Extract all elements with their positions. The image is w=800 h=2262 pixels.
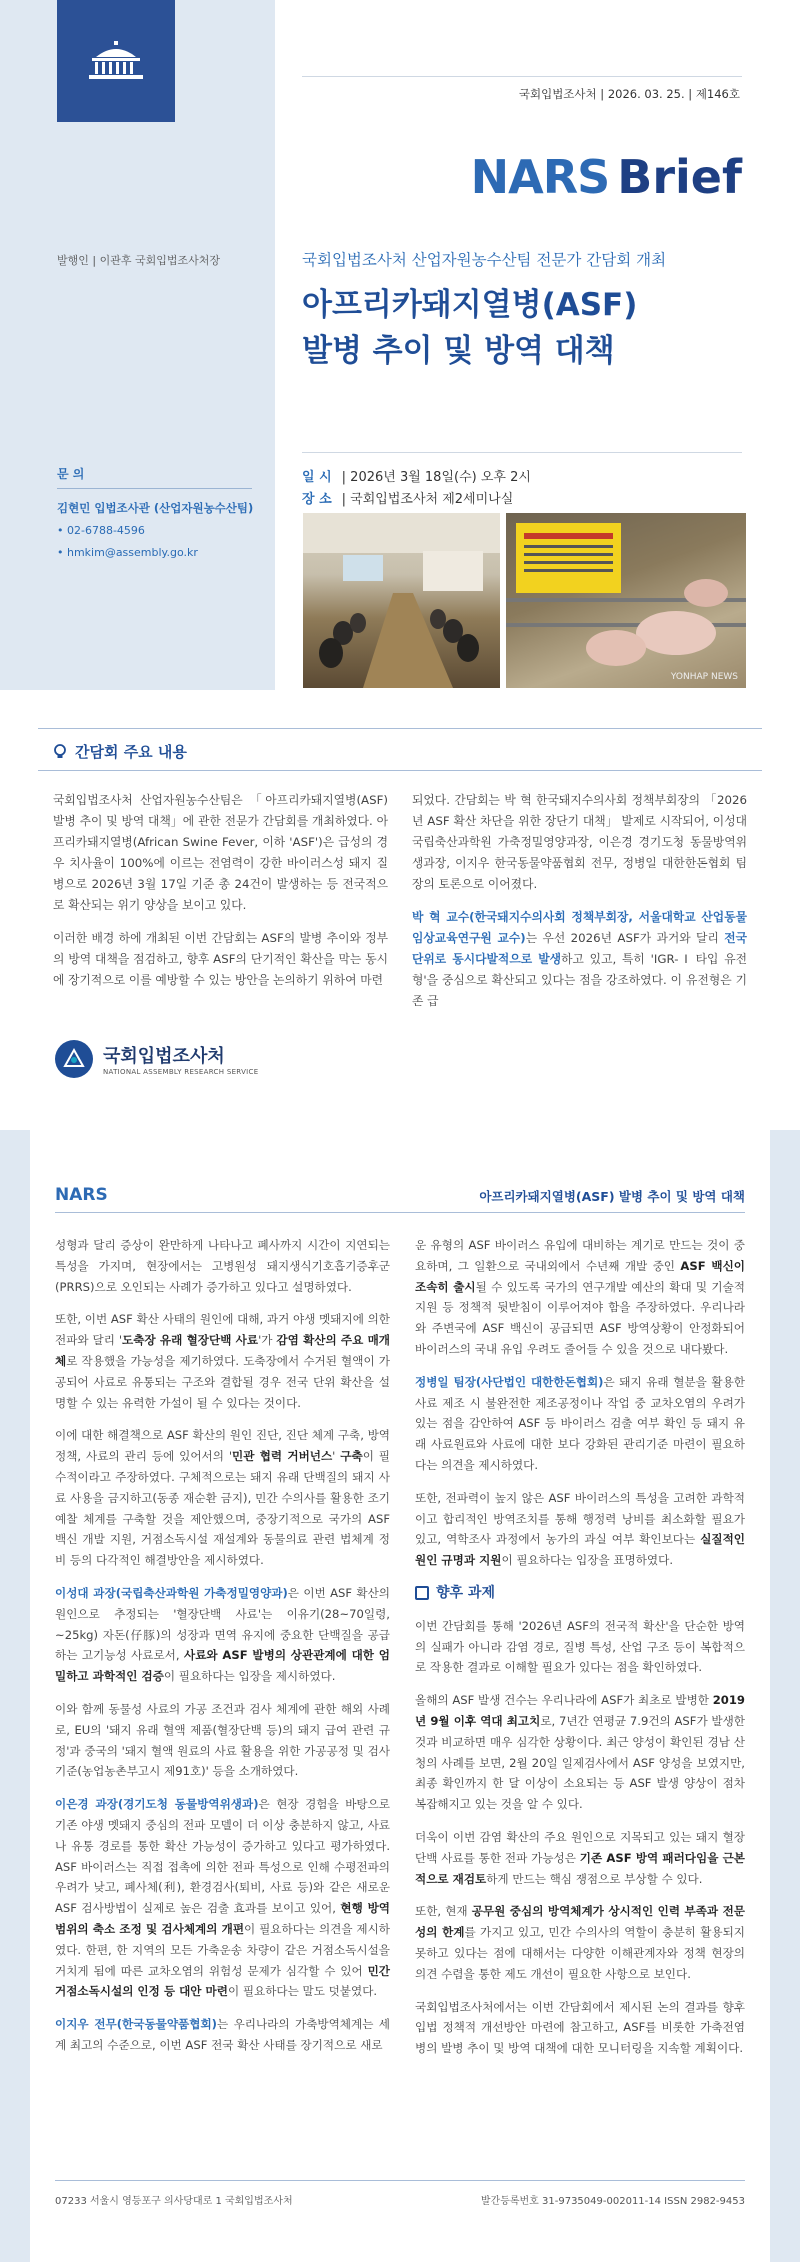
paragraph: 국회입법조사처에서는 이번 간담회에서 제시된 논의 결과를 향후 입법 정책적 개선방안 마련에 참고하고, ASF를 비롯한 가축전염병의 발병 추이 및 방역 대책에 대한 모니터링을 지속할 계획이다. xyxy=(415,1999,745,2056)
page-1 xyxy=(0,0,800,1130)
paragraph: 국회입법조사처 산업자원농수산팀은 「아프리카돼지열병(ASF) 발병 추이 및 방역 대책」에 관한 전문가 간담회를 개최하였다. 아프리카돼지열병(African Swine Fever, 이하 'ASF')은 급성의 경우 치사율이 100%에 이르는 전염력이 강한 바이러스성 돼지 질병으로 2026년 3월 17일 기준 총 24건이 발생하는 등 전국적으로 확산되는 위기 양상을 보이고 있다. xyxy=(53,793,388,912)
paragraph: 이에 대한 해결책으로 ASF 확산의 원인 진단, 진단 체계 구축, 방역 정책, 사료의 관리 등에 있어서의 '민관 협력 거버넌스' 구축이 필수적이라고 주장하였다. 구체적으로는 돼지 유래 단백질의 돼지 사료 사용을 금지하고(동종 재순환 금지), 민간 수의사를 활용한 조기 예찰 체계를 구축할 것을 제안했으며, 중장기적으로 국가의 ASF 백신 개발 지원, 거점소독시설 재설계와 동물의료 관련 법체계 정비 등의 다각적인 해결방안을 제시하였다. xyxy=(55,1428,390,1568)
brand-brief: Brief xyxy=(617,150,742,204)
divider xyxy=(302,452,742,453)
event-place: 장 소 | 국회입법조사처 제2세미나실 xyxy=(302,492,514,507)
paragraph: 이와 함께 동물성 사료의 가공 조건과 검사 체계에 관한 해외 사례로, EU의 '돼지 유래 혈액 제품(혈장단백 등)의 돼지 급여 관련 규정'과 중국의 '돼지 혈액 원료의 사료 활용을 위한 가공공정 및 검사기준(농업농촌부고시 제91호)' 등을 소개하였다. xyxy=(55,1701,390,1779)
org-footer-logo xyxy=(55,1040,258,1078)
event-subtitle: 국회입법조사처 산업자원농수산팀 전문가 간담회 개최 xyxy=(302,251,667,269)
photo-credit: YONHAP NEWS xyxy=(670,672,738,682)
paragraph: 또한, 전파력이 높지 않은 ASF 바이러스의 특성을 고려한 과학적이고 합리적인 방역조치를 통해 행정력 낭비를 최소화할 필요가 있고, 역학조사 과정에서 농가의 과실 여부 확인보다는 실질적인 원인 규명과 지원이 필요하다는 입장을 표명하였다. xyxy=(415,1490,745,1568)
body-right-column xyxy=(412,790,747,1024)
org-name-en: NATIONAL ASSEMBLY RESEARCH SERVICE xyxy=(103,1068,259,1076)
section-heading xyxy=(53,741,187,762)
meeting-photo xyxy=(303,513,500,688)
divider xyxy=(55,2180,745,2181)
divider xyxy=(57,488,252,489)
date-value: 2026년 3월 18일(수) 오후 2시 xyxy=(350,470,531,485)
page-title xyxy=(302,282,762,374)
paragraph: 정병일 팀장(사단법인 대한한돈협회)은 돼지 유래 혈분을 활용한 사료 제조 시 불완전한 제조공정이나 작업 중 교차오염의 우려가 있는 점을 감안하여 ASF 등 바이러스 검출 여부 확인 등 돼지 유래 사료원료와 사료에 대한 보다 강화된 관리기준 마련이 필요하다는 의견을 제시하였다. xyxy=(415,1374,745,1472)
meeting-scene-icon xyxy=(303,513,500,688)
page-2 xyxy=(0,1130,800,2262)
divider xyxy=(38,728,762,729)
page-2-logo: NARS xyxy=(55,1185,108,1205)
date-label: 일 시 xyxy=(302,470,332,485)
assembly-logo xyxy=(57,0,175,122)
org-name: 국회입법조사처 xyxy=(103,1046,225,1067)
paragraph: 이성대 과장(국립축산과학원 가축정밀영양과)은 이번 ASF 확산의 원인으로 추정되는 '혈장단백 사료'는 이유기(28~70일령, ~25kg) 자돈(仔豚)의 성장과 면역 유지에 중요한 단백질을 공급하는 고기능성 사료로서, 사료와 ASF 발병의 상관관계에 대한 엄밀하고 과학적인 검증이 필요하다는 입장을 제시하였다. xyxy=(55,1585,390,1684)
page-2-sheet xyxy=(30,1130,770,2262)
footer-address: 07233 서울시 영등포구 의사당대로 1 국회입법조사처 xyxy=(55,2196,293,2207)
paragraph: 또한, 현재 공무원 중심의 방역체계가 상시적인 인력 부족과 전문성의 한계를 가지고 있고, 민간 수의사의 역할이 충분히 활용되지 못하고 있다는 점에 대해서는 다양한 이해관계자와 정책 현장의 의견 수렴을 통한 제도 개선이 필요한 사항으로 보인다. xyxy=(415,1904,745,1981)
paragraph: 이번 간담회를 통해 '2026년 ASF의 전국적 확산'을 단순한 방역의 실패가 아니라 감염 경로, 질병 특성, 산업 구조 등이 복합적으로 작용한 결과로 이해할 필요가 있다는 점을 확인하였다. xyxy=(415,1618,745,1675)
footer-registration: 발간등록번호 31-9735049-002011-14 ISSN 2982-9453 xyxy=(480,2196,745,2207)
section-heading-text: 간담회 주요 내용 xyxy=(75,743,187,761)
contact-name: 김현민 입법조사관 (산업자원농수산팀) xyxy=(57,501,254,515)
place-label: 장 소 xyxy=(302,492,332,507)
paragraph: 성형과 달리 증상이 완만하게 나타나고 폐사까지 시간이 지연되는 특성을 가지며, 현장에서는 고병원성 돼지생식기호흡기증후군(PRRS)으로 오인되는 사례가 증가하고 있다고 설명하였다. xyxy=(55,1238,390,1294)
paragraph: 박 혁 교수(한국돼지수의사회 정책부회장, 서울대학교 산업동물임상교육연구원 교수)는 우선 2026년 ASF가 과거와 달리 전국 단위로 동시다발적으로 발생하고 있고, 특히 'IGR- Ⅰ 타입 유전형'을 중심으로 확산되고 있다는 점을 강조하였다. 이 유전형은 기존 급 xyxy=(412,910,748,1008)
issuer: 발행인 | 이관후 국회입법조사처장 xyxy=(57,254,220,267)
paragraph: 이지우 전무(한국동물약품협회)는 우리나라의 가축방역체계는 세계 최고의 수준으로, 이번 ASF 전국 확산 사태를 장기적으로 새로 xyxy=(55,2017,390,2052)
pig-farm-photo xyxy=(506,513,746,688)
event-date: 일 시 | 2026년 3월 18일(수) 오후 2시 xyxy=(302,470,531,485)
running-head: 아프리카돼지열병(ASF) 발병 추이 및 방역 대책 xyxy=(479,1189,745,1204)
section-heading-future: 향후 과제 xyxy=(415,1583,745,1604)
divider xyxy=(55,1212,745,1213)
contact-phone: • 02-6788-4596 xyxy=(57,524,145,537)
place-value: 국회입법조사처 제2세미나실 xyxy=(350,492,514,507)
paragraph: 올해의 ASF 발생 건수는 우리나라에 ASF가 최초로 발병한 2019년 9월 이후 역대 최고치로, 7년간 연평균 7.9건의 ASF가 발생한 것과 비교하면 매우 심각한 상황이다. 최근 양성이 확인된 경남 산청의 사례를 보면, 2월 20일 일제검사에서 ASF 양성을 보였지만, 최종 확인까지 한 달 이상이 소요되는 등 ASF 발생 양상이 점차 복잡해지고 있는 것을 알 수 있다. xyxy=(415,1693,745,1812)
paragraph: 되었다. 간담회는 박 혁 한국돼지수의사회 정책부회장의 「2026년 ASF 확산 차단을 위한 장단기 대책」 발제로 시작되어, 이성대 국립축산과학원 가축정밀영양과장, 이은경 경기도청 동물방역위생과장, 이지우 한국동물약품협회 전무, 정병일 대한한돈협회 팀장의 토론으로 이어졌다. xyxy=(412,793,747,891)
issue-info: 국회입법조사처 | 2026. 03. 25. | 제146호 xyxy=(518,87,740,101)
divider xyxy=(302,76,742,77)
paragraph: 운 유형의 ASF 바이러스 유입에 대비하는 계기로 만드는 것이 중요하며, 그 일환으로 국내외에서 수년째 개발 중인 ASF 백신이 조속히 출시될 수 있도록 국가의 연구개발 예산의 확대 및 기술적 지원 등 정책적 뒷받침이 이루어져야 함을 주장하였다. 우리나라와 주변국에 ASF 백신이 공급되면 ASF 방역상황이 안정화되어 바이러스의 국내 유입 우려도 줄어들 수 있을 것으로 내다봤다. xyxy=(415,1238,745,1356)
title-line-1: 아프리카돼지열병(ASF) xyxy=(302,287,638,323)
page-2-left-column xyxy=(55,1235,390,2068)
checkbox-icon xyxy=(415,1586,429,1600)
nars-brief-logo xyxy=(471,150,742,204)
brand-nars: NARS xyxy=(470,150,610,204)
divider xyxy=(38,770,762,771)
paragraph: 이은경 과장(경기도청 동물방역위생과)은 현장 경험을 바탕으로 기존 야생 멧돼지 중심의 전파 모델이 더 이상 충분하지 않고, 사료나 유통 경로를 통한 확산 가능성이 증가하고 있다고 평가하였다. ASF 바이러스는 직접 접촉에 의한 전파 특성으로 인해 수평전파의 우려가 낮고, 폐사체(利), 환경검사(퇴비, 사료 등)와 같은 새로운 ASF 검사방법이 실제로 높은 검출 효과를 보이고 있어, 현행 방역 범위의 축소 조정 및 검사체계의 개편이 필요하다는 의견을 제시하였다. 한편, 한 지역의 모든 가축운송 차량이 같은 거점소독시설을 거치게 됨에 따른 교차오염의 위험성 문제가 심각할 수 있어 민간 거점소독시설의 인정 등 대안 마련이 필요하다는 말도 덧붙였다. xyxy=(55,1797,390,1999)
contact-title: 문 의 xyxy=(57,467,85,481)
paragraph: 이러한 배경 하에 개최된 이번 간담회는 ASF의 발병 추이와 정부의 방역 대책을 점검하고, 향후 ASF의 단기적인 확산을 막는 동시에 장기적으로 이를 예방할 수 있는 방안을 논의하기 위하여 마련 xyxy=(53,931,388,987)
title-line-2: 발병 추이 및 방역 대책 xyxy=(302,333,615,369)
nars-emblem-icon xyxy=(55,1040,93,1078)
paragraph: 더욱이 이번 감염 확산의 주요 원인으로 지목되고 있는 돼지 혈장단백 사료를 통한 전파 가능성은 기존 ASF 방역 패러다임을 근본적으로 재검토하게 만드는 핵심 쟁점으로 부상할 수 있다. xyxy=(415,1829,745,1886)
paragraph: 또한, 이번 ASF 확산 사태의 원인에 대해, 과거 야생 멧돼지에 의한 전파와 달리 '도축장 유래 혈장단백 사료'가 감염 확산의 주요 매개체로 작용했을 가능성을 제기하였다. 도축장에서 수거된 혈액이 가공되어 사료로 유통되는 구조와 결합될 경우 전국 단위 확산을 설명할 수 있는 유력한 가설이 될 수 있다는 것이다. xyxy=(55,1312,391,1410)
assembly-dome-icon xyxy=(84,39,148,83)
body-left-column xyxy=(53,790,388,1003)
lightbulb-icon xyxy=(53,744,67,760)
contact-email[interactable]: • hmkim@assembly.go.kr xyxy=(57,546,198,559)
page-2-right-column xyxy=(415,1235,745,2071)
pig-scene-icon xyxy=(506,513,746,688)
